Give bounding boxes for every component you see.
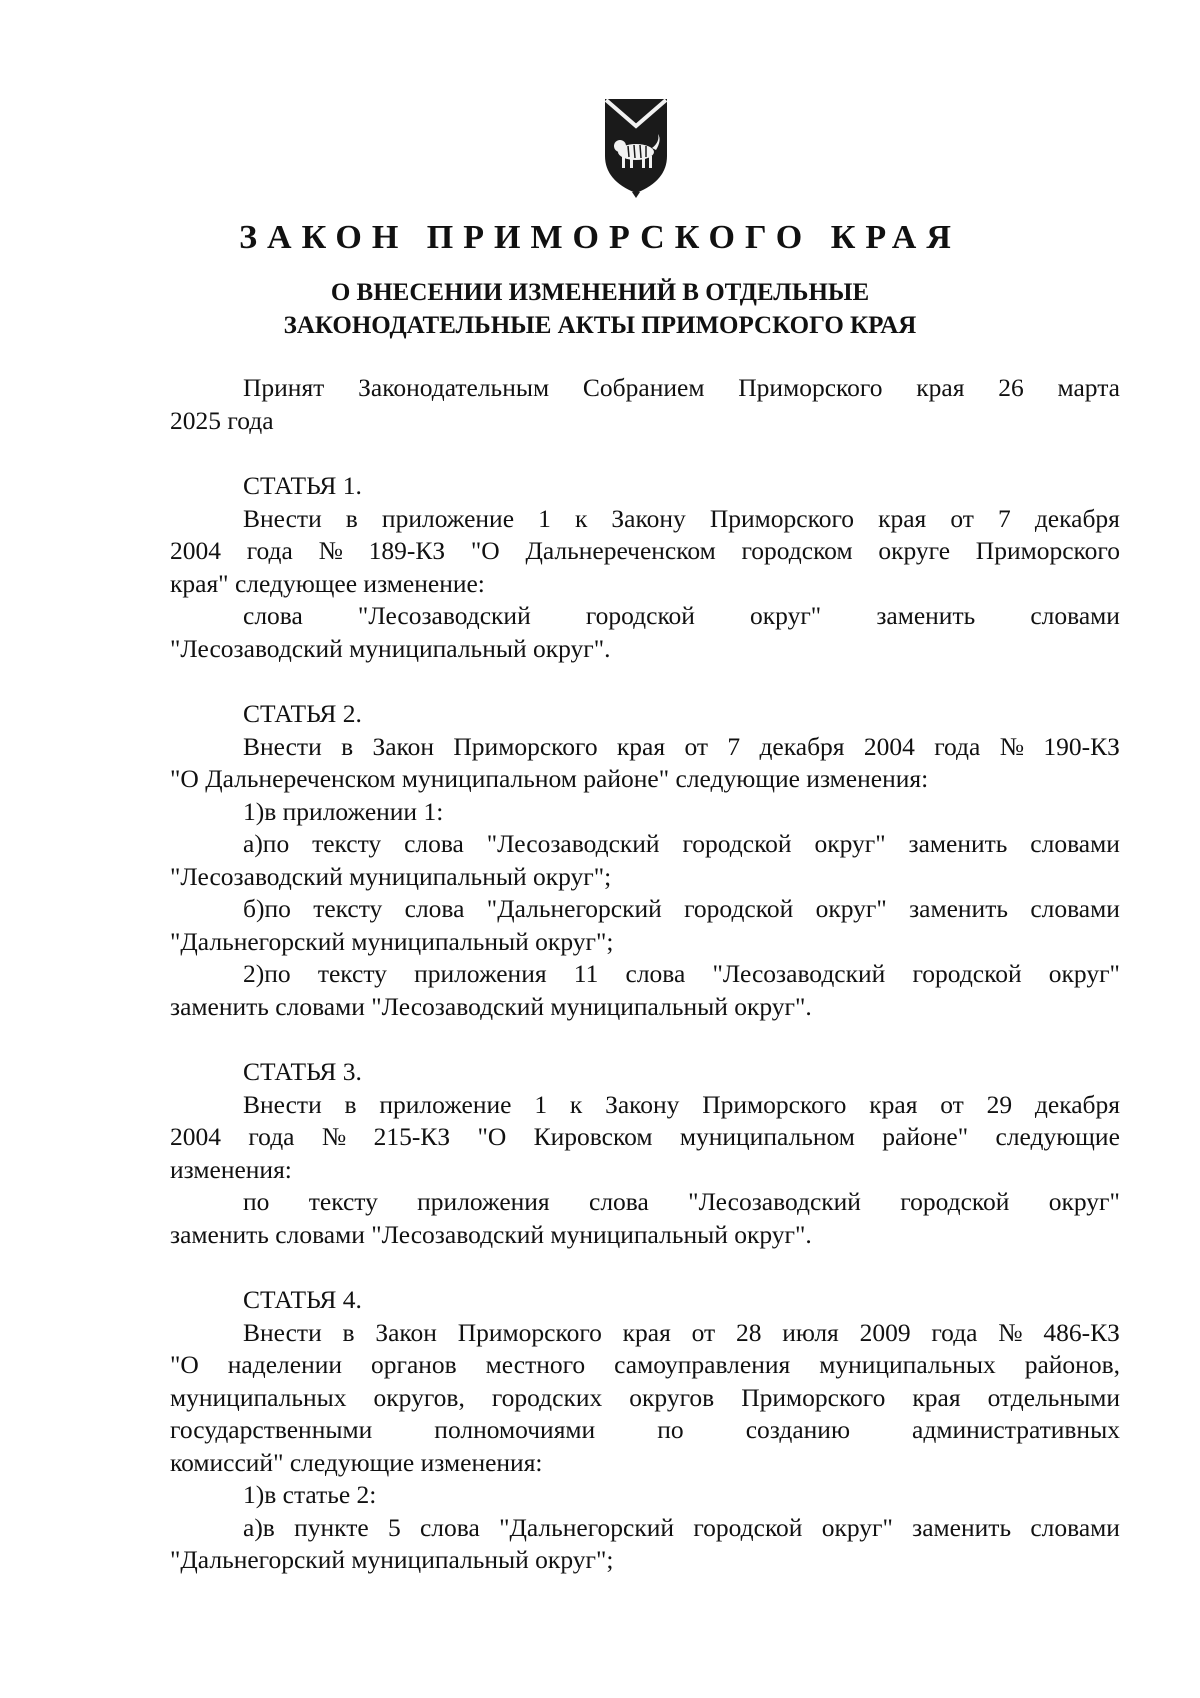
word: края: [869, 1089, 918, 1119]
word: слова: [404, 829, 464, 858]
word: Приморского: [741, 1382, 886, 1412]
word: 11: [573, 959, 599, 988]
article-line: комиссий" следующие изменения:: [170, 1447, 543, 1477]
word: заменить: [908, 829, 1008, 858]
word: словами: [1030, 601, 1120, 630]
word: "О: [470, 536, 500, 565]
word: 189-КЗ: [368, 536, 446, 565]
word: 2)по: [243, 959, 291, 988]
word: 215-КЗ: [373, 1122, 451, 1151]
article-line: "Лесозаводский муниципальный округ";: [170, 861, 612, 891]
word: Приморского: [453, 731, 598, 761]
article-line: [170, 731, 1120, 764]
word: года: [934, 731, 981, 761]
word: словами: [1030, 894, 1120, 923]
article-section: [170, 698, 1120, 1023]
word: городской: [693, 1512, 803, 1542]
word: "Лесозаводский: [712, 959, 886, 988]
word: от: [691, 1317, 716, 1347]
word: приложения: [417, 1187, 550, 1216]
article-line: [170, 1186, 1120, 1219]
word: тексту: [317, 959, 387, 988]
word: Закон: [375, 1317, 437, 1347]
article-line: [170, 1317, 1120, 1350]
word: муниципальном: [679, 1122, 855, 1151]
word: заменить: [876, 601, 976, 630]
article-line: заменить словами "Лесозаводский муниципальный округ".: [170, 1219, 812, 1249]
article-heading: СТАТЬЯ 2.: [243, 699, 362, 728]
word: 190-КЗ: [1043, 731, 1120, 761]
article-line: "Дальнегорский муниципальный округ";: [170, 1545, 614, 1574]
word: Закону: [611, 503, 686, 533]
word: а)по: [243, 829, 290, 858]
word: округ": [815, 894, 887, 923]
word: приложения: [414, 959, 547, 988]
word: слова: [625, 959, 686, 988]
word: 28: [735, 1317, 762, 1347]
word: пункте: [294, 1512, 369, 1542]
word: Приморского: [702, 1089, 847, 1119]
article-line: [170, 1349, 1120, 1382]
document-title: ЗАКОН ПРИМОРСКОГО КРАЯ: [239, 219, 961, 256]
word: года: [931, 1317, 978, 1347]
word: округов,: [373, 1382, 465, 1412]
word: года: [246, 536, 293, 565]
word: заменить: [912, 1512, 1012, 1542]
primorsky-coat-of-arms-icon: [602, 96, 670, 200]
word: 7: [998, 503, 1011, 533]
word: государственными: [170, 1415, 373, 1444]
article-heading: СТАТЬЯ 3.: [243, 1057, 362, 1086]
word: Приморского: [975, 536, 1120, 565]
word: слова: [243, 601, 303, 630]
word: словами: [1030, 829, 1120, 858]
word: края: [622, 1317, 671, 1347]
word: словами: [1030, 1512, 1120, 1542]
word: муниципальных: [819, 1350, 996, 1379]
word: городской: [912, 959, 1022, 988]
word: тексту: [308, 1187, 378, 1216]
article-line: [170, 600, 1120, 633]
word: №: [999, 731, 1025, 761]
word: Законодательным: [358, 373, 550, 402]
word: края: [912, 1382, 961, 1412]
article-line: [170, 1414, 1120, 1447]
word: Принят: [243, 373, 325, 402]
word: края: [878, 503, 927, 533]
word: городской: [585, 601, 695, 630]
word: округов: [629, 1382, 715, 1412]
subtitle-line: ЗАКОНОДАТЕЛЬНЫЕ АКТЫ ПРИМОРСКОГО КРАЯ: [283, 312, 917, 339]
article-line: [170, 828, 1120, 861]
article-line: [170, 1121, 1120, 1154]
article-section: [170, 1284, 1120, 1577]
word: округ": [1048, 1187, 1120, 1216]
word: Приморского: [709, 503, 855, 533]
word: "Лесозаводский: [486, 829, 660, 858]
word: декабря: [1034, 1089, 1120, 1119]
word: отдельными: [987, 1382, 1120, 1412]
word: городской: [900, 1187, 1010, 1216]
word: слова: [404, 894, 465, 923]
word: Дальнереченском: [525, 536, 716, 565]
word: декабря: [1034, 503, 1120, 533]
word: в: [342, 1317, 355, 1347]
adopted-line: [170, 372, 1120, 405]
word: 1: [534, 1089, 548, 1119]
word: а)в: [243, 1512, 275, 1542]
word: Закону: [605, 1089, 680, 1119]
article-line: [170, 1512, 1120, 1545]
word: "О: [170, 1350, 199, 1379]
word: "Дальнегорский: [486, 894, 662, 923]
word: №: [998, 1317, 1023, 1347]
word: к: [574, 503, 588, 533]
word: тексту: [312, 829, 382, 858]
word: приложение: [379, 1089, 512, 1119]
word: округ": [821, 1512, 893, 1542]
word: заменить: [909, 894, 1008, 923]
word: административных: [912, 1415, 1120, 1444]
word: в: [341, 731, 354, 761]
word: 486-КЗ: [1043, 1317, 1120, 1347]
article-line: [170, 1382, 1120, 1415]
word: по: [243, 1187, 270, 1216]
word: июля: [782, 1317, 839, 1347]
word: от: [684, 731, 709, 761]
word: года: [248, 1122, 295, 1151]
word: округ": [750, 601, 822, 630]
word: муниципальных: [170, 1382, 347, 1412]
word: 2004: [863, 731, 915, 761]
word: городских: [491, 1382, 603, 1412]
word: края: [616, 731, 666, 761]
word: 7: [727, 731, 741, 761]
article-line: "Лесозаводский муниципальный округ".: [170, 633, 611, 663]
word: 29: [986, 1089, 1013, 1119]
article-line: 1)в статье 2:: [243, 1480, 377, 1509]
article-line: "О Дальнереченском муниципальном районе" следующие изменения:: [170, 764, 929, 793]
word: округе: [878, 536, 951, 565]
word: декабря: [759, 731, 845, 761]
word: "О: [477, 1122, 507, 1151]
article-line: заменить словами "Лесозаводский муниципальный округ".: [170, 991, 812, 1021]
word: местного: [485, 1350, 586, 1379]
word: слова: [589, 1187, 649, 1216]
article-line: [170, 535, 1120, 568]
word: 1: [538, 503, 551, 533]
adopted-line: 2025 года: [170, 405, 274, 435]
word: Собранием: [582, 373, 705, 402]
word: приложение: [381, 503, 515, 533]
word: следующие: [995, 1122, 1120, 1151]
word: тексту: [313, 894, 383, 923]
article-line: [170, 893, 1120, 926]
subtitle-line: О ВНЕСЕНИИ ИЗМЕНЕНИЙ В ОТДЕЛЬНЫЕ: [330, 279, 870, 306]
word: городской: [684, 894, 794, 923]
word: округ": [1048, 959, 1120, 988]
word: самоуправления: [614, 1350, 791, 1379]
word: городской: [682, 829, 792, 858]
article-heading: СТАТЬЯ 1.: [243, 471, 362, 500]
article-section: [170, 470, 1120, 665]
word: в: [345, 503, 358, 533]
word: №: [318, 536, 343, 565]
word: органов: [370, 1350, 457, 1379]
word: от: [940, 1089, 964, 1119]
word: №: [321, 1122, 347, 1151]
article-section: [170, 1056, 1120, 1251]
word: районов,: [1024, 1350, 1120, 1379]
word: марта: [1057, 373, 1120, 402]
word: "Дальнегорский: [499, 1512, 675, 1542]
article-line: 1)в приложении 1:: [243, 796, 444, 826]
word: Закон: [372, 731, 435, 761]
article-heading: СТАТЬЯ 4.: [243, 1285, 362, 1314]
word: "Лесозаводский: [357, 601, 531, 630]
word: Кировском: [533, 1122, 653, 1151]
article-line: [170, 958, 1120, 991]
word: округ": [814, 829, 886, 858]
articles: [170, 470, 1120, 1577]
word: края: [916, 373, 965, 402]
word: созданию: [745, 1415, 851, 1444]
word: Внести: [243, 731, 322, 761]
word: 2009: [859, 1317, 911, 1347]
word: 2004: [170, 1122, 221, 1151]
word: 26: [998, 373, 1024, 402]
article-line: [170, 503, 1120, 536]
word: полномочиями: [434, 1415, 596, 1444]
article-line: края" следующее изменение:: [170, 568, 485, 598]
word: от: [950, 503, 974, 533]
word: районе": [882, 1122, 969, 1151]
word: Приморского: [457, 1317, 602, 1347]
article-line: [170, 1089, 1120, 1122]
word: к: [569, 1089, 583, 1119]
article-line: изменения:: [170, 1154, 292, 1184]
word: наделении: [227, 1350, 343, 1379]
word: 5: [387, 1512, 401, 1542]
word: по: [657, 1415, 684, 1444]
word: Внести: [243, 1317, 322, 1347]
document-body: [170, 372, 1120, 1577]
word: Внести: [243, 1089, 322, 1119]
word: "Лесозаводский: [688, 1187, 861, 1216]
word: б)по: [243, 894, 291, 923]
article-line: "Дальнегорский муниципальный округ";: [170, 926, 614, 956]
word: слова: [419, 1512, 480, 1542]
word: 2004: [170, 536, 221, 565]
word: Внести: [243, 503, 322, 533]
word: городском: [741, 536, 853, 565]
word: Приморского: [738, 373, 883, 402]
word: в: [344, 1089, 357, 1119]
document-subtitle: [0, 276, 1200, 342]
